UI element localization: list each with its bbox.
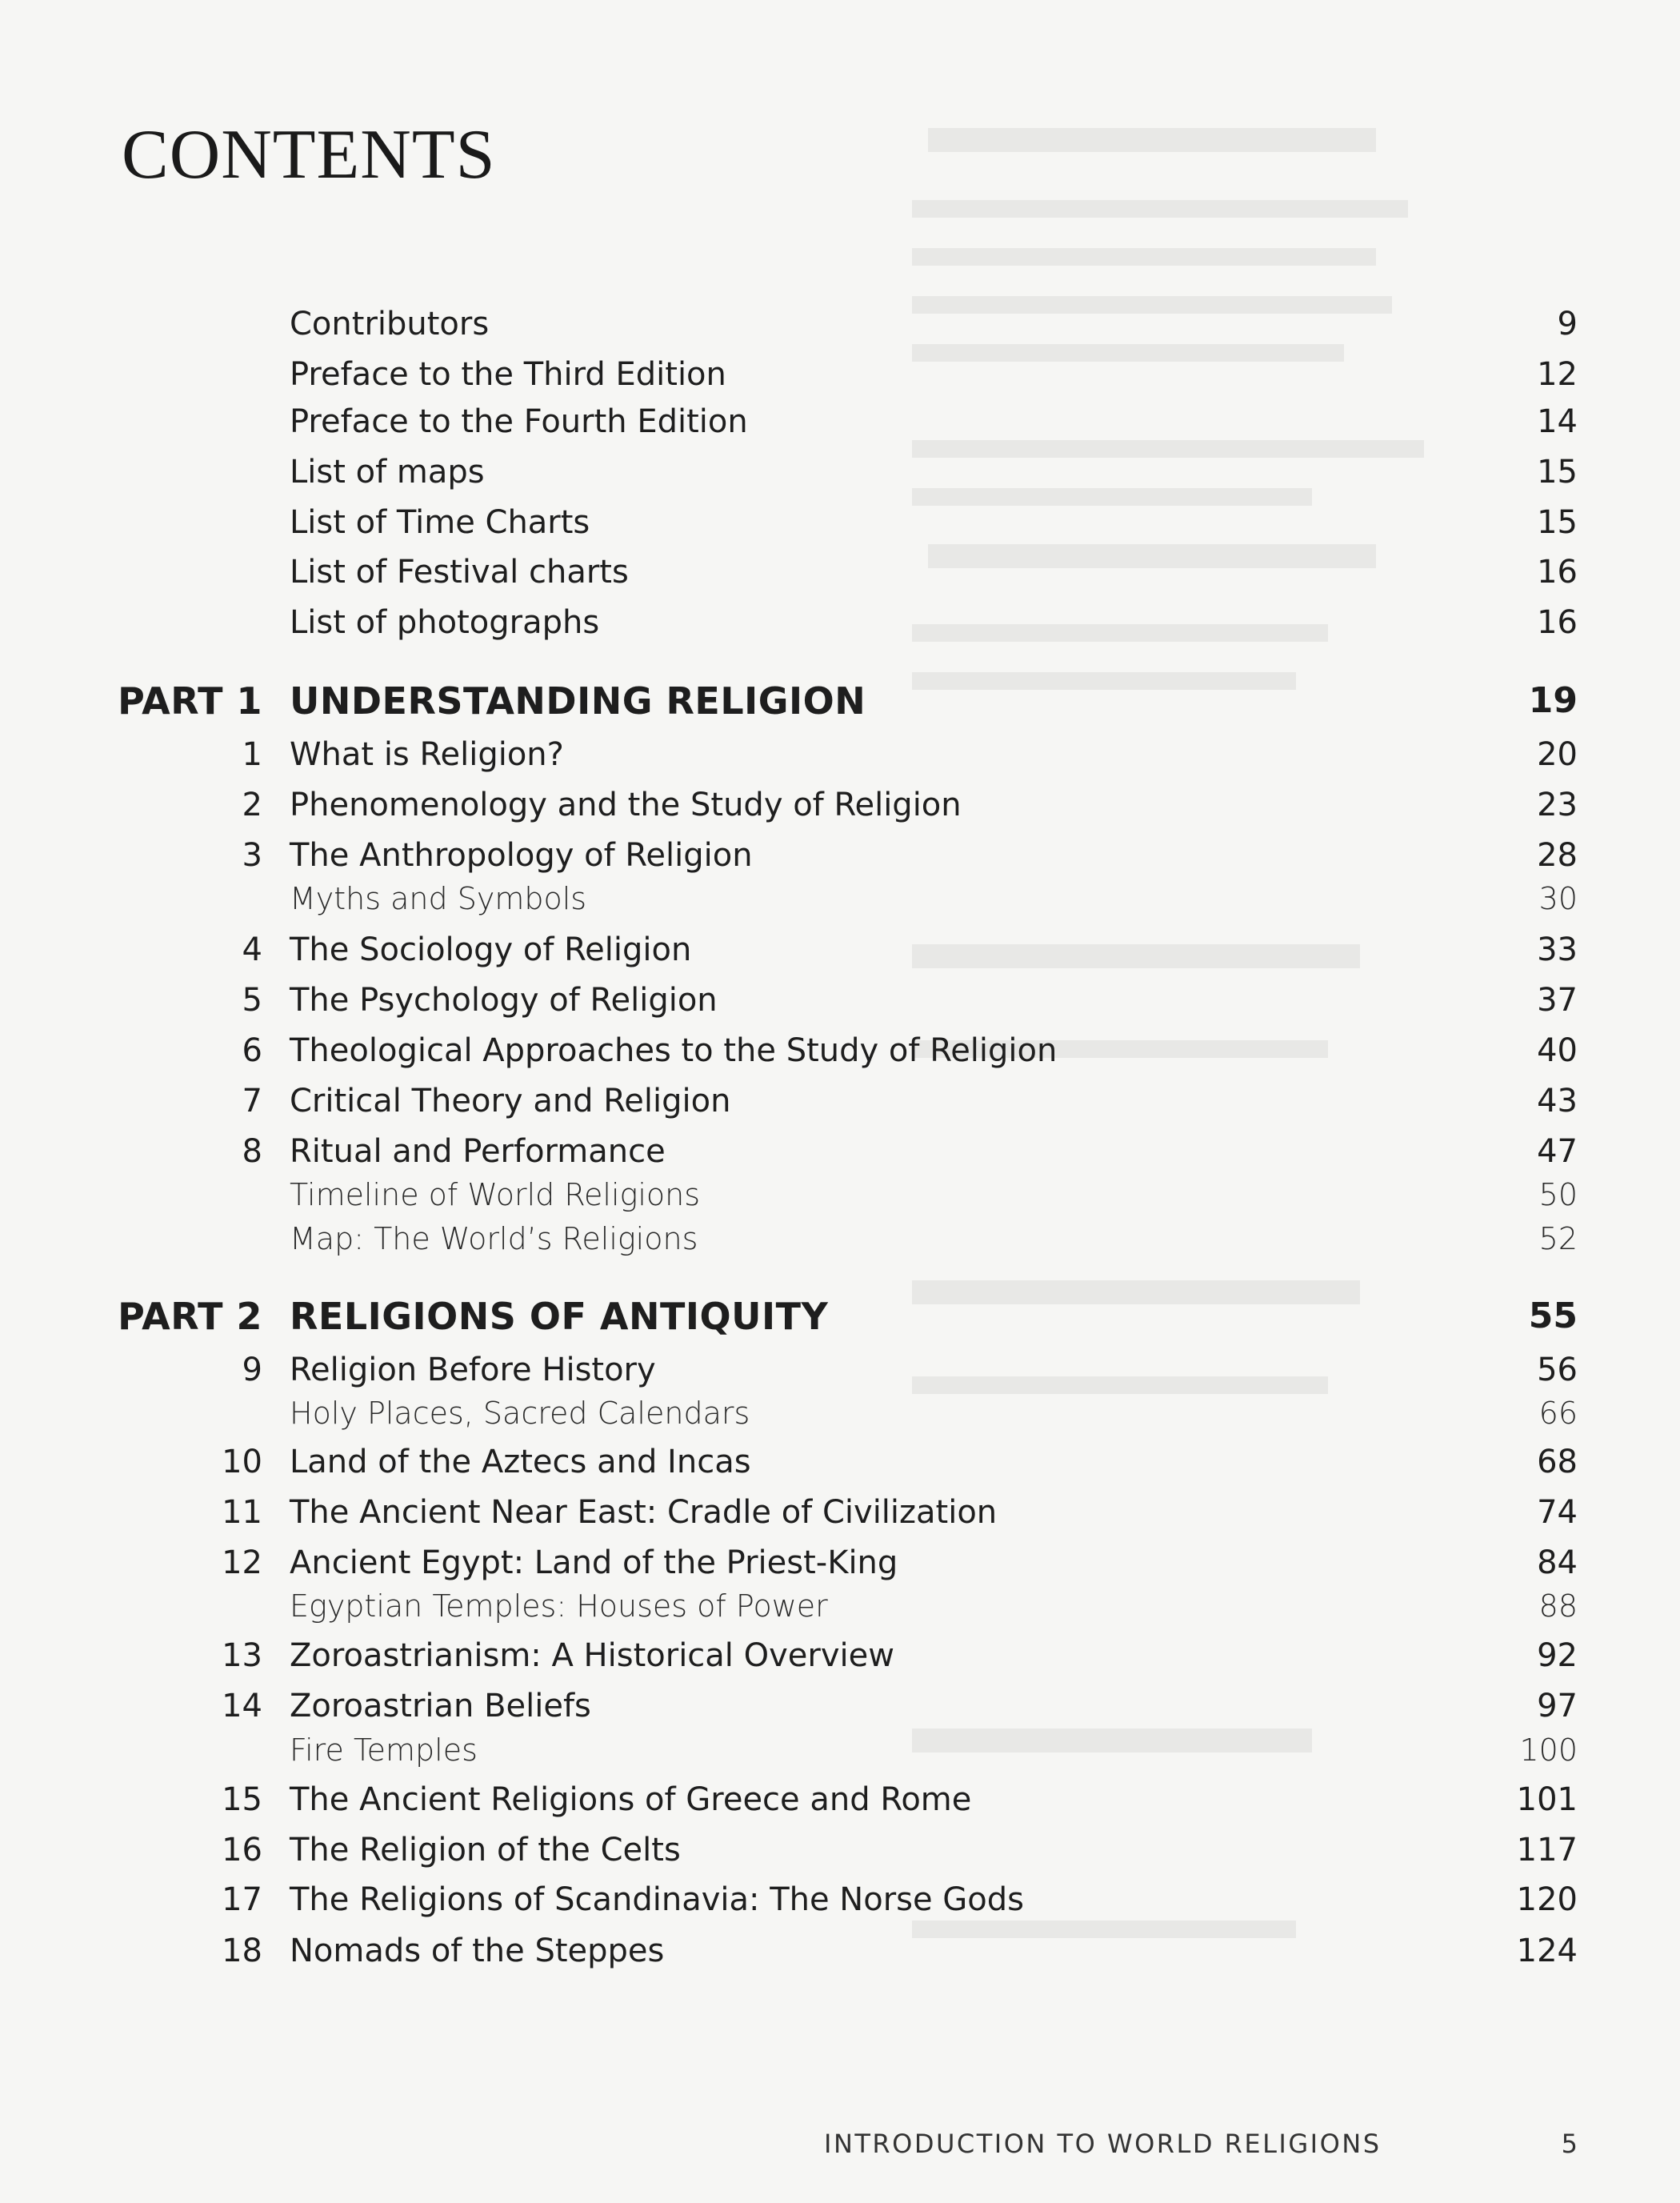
- part-heading-page: 19: [1528, 680, 1578, 721]
- feature-entry-page: 30: [1538, 881, 1578, 916]
- feature-entry-label: Timeline of World Religions: [290, 1177, 701, 1212]
- chapter-entry-number: 12: [222, 1544, 262, 1581]
- feature-entry: [0, 1171, 1680, 1219]
- chapter-entry-label: What is Religion?: [290, 736, 564, 773]
- chapter-entry-number: 11: [222, 1494, 262, 1531]
- feature-entry: [0, 1215, 1680, 1263]
- chapter-entry-label: Theological Approaches to the Study of Religion: [290, 1032, 1058, 1069]
- chapter-entry-page: 33: [1537, 931, 1578, 968]
- chapter-entry: [0, 1927, 1680, 1975]
- front-matter-entry: [0, 499, 1680, 547]
- chapter-entry: [0, 1346, 1680, 1394]
- part-heading-number: PART 1: [118, 679, 262, 723]
- chapter-entry-number: 2: [242, 787, 262, 823]
- chapter-entry-number: 13: [222, 1637, 262, 1674]
- chapter-entry-page: 43: [1537, 1083, 1578, 1120]
- chapter-entry-label: Zoroastrianism: A Historical Overview: [290, 1637, 894, 1674]
- chapter-entry: [0, 1539, 1680, 1587]
- chapter-entry: [0, 1776, 1680, 1824]
- chapter-entry-number: 5: [242, 982, 262, 1019]
- chapter-entry-page: 20: [1537, 736, 1578, 773]
- front-matter-entry-page: 12: [1537, 356, 1578, 393]
- front-matter-entry: [0, 599, 1680, 647]
- feature-entry-label: Myths and Symbols: [290, 881, 587, 916]
- chapter-entry: [0, 1826, 1680, 1874]
- front-matter-entry: [0, 448, 1680, 496]
- chapter-entry: [0, 781, 1680, 829]
- feature-entry-page: 52: [1538, 1221, 1578, 1256]
- chapter-entry-label: The Religion of the Celts: [290, 1832, 681, 1869]
- front-matter-entry: [0, 398, 1680, 446]
- chapter-entry-number: 7: [242, 1083, 262, 1120]
- chapter-entry-number: 15: [222, 1781, 262, 1818]
- front-matter-entry-page: 15: [1537, 504, 1578, 541]
- part-heading-label: UNDERSTANDING RELIGION: [290, 679, 866, 723]
- front-matter-entry: [0, 548, 1680, 596]
- chapter-entry-label: Critical Theory and Religion: [290, 1083, 731, 1120]
- chapter-entry-label: The Ancient Religions of Greece and Rome: [290, 1781, 972, 1818]
- chapter-entry-label: Ritual and Performance: [290, 1133, 666, 1170]
- chapter-entry-page: 120: [1516, 1881, 1578, 1918]
- chapter-entry-page: 28: [1537, 837, 1578, 874]
- footer-page-number: 5: [1561, 2129, 1578, 2159]
- chapter-entry-number: 10: [222, 1444, 262, 1480]
- chapter-entry-page: 101: [1516, 1781, 1578, 1818]
- front-matter-entry: [0, 300, 1680, 348]
- chapter-entry-page: 124: [1516, 1933, 1578, 1969]
- feature-entry-label: Map: The World’s Religions: [290, 1221, 698, 1256]
- feature-entry-page: 100: [1519, 1732, 1578, 1768]
- chapter-entry-page: 56: [1537, 1352, 1578, 1388]
- front-matter-entry-page: 9: [1557, 306, 1578, 342]
- chapter-entry-number: 6: [242, 1032, 262, 1069]
- part-heading: [0, 677, 1680, 725]
- front-matter-entry-label: Preface to the Fourth Edition: [290, 403, 748, 440]
- chapter-entry-page: 37: [1537, 982, 1578, 1019]
- front-matter-entry-label: List of maps: [290, 454, 485, 491]
- chapter-entry: [0, 1632, 1680, 1680]
- feature-entry-page: 88: [1538, 1588, 1578, 1624]
- chapter-entry: [0, 976, 1680, 1024]
- chapter-entry-number: 16: [222, 1832, 262, 1869]
- chapter-entry: [0, 1488, 1680, 1536]
- front-matter-entry-page: 15: [1537, 454, 1578, 491]
- feature-entry-label: Holy Places, Sacred Calendars: [290, 1396, 750, 1431]
- chapter-entry-label: The Religions of Scandinavia: The Norse Gods: [290, 1881, 1025, 1918]
- chapter-entry-page: 47: [1537, 1133, 1578, 1170]
- feature-entry: [0, 875, 1680, 923]
- running-footer-title: INTRODUCTION TO WORLD RELIGIONS: [824, 2129, 1382, 2159]
- chapter-entry-label: The Anthropology of Religion: [290, 837, 753, 874]
- chapter-entry-number: 14: [222, 1688, 262, 1724]
- chapter-entry: [0, 731, 1680, 779]
- chapter-entry-label: The Ancient Near East: Cradle of Civilization: [290, 1494, 998, 1531]
- chapter-entry: [0, 1682, 1680, 1730]
- chapter-entry: [0, 1128, 1680, 1176]
- chapter-entry-number: 8: [242, 1133, 262, 1170]
- feature-entry-page: 66: [1538, 1396, 1578, 1431]
- chapter-entry-label: The Sociology of Religion: [290, 931, 692, 968]
- chapter-entry-number: 4: [242, 931, 262, 968]
- part-heading-number: PART 2: [118, 1295, 262, 1338]
- front-matter-entry: [0, 350, 1680, 399]
- chapter-entry-number: 17: [222, 1881, 262, 1918]
- chapter-entry: [0, 1438, 1680, 1486]
- chapter-entry-number: 9: [242, 1352, 262, 1388]
- chapter-entry: [0, 1876, 1680, 1924]
- feature-entry: [0, 1582, 1680, 1630]
- chapter-entry-number: 18: [222, 1933, 262, 1969]
- feature-entry-label: Egyptian Temples: Houses of Power: [290, 1588, 828, 1624]
- chapter-entry-number: 1: [242, 736, 262, 773]
- chapter-entry: [0, 926, 1680, 974]
- feature-entry: [0, 1389, 1680, 1437]
- chapter-entry-page: 92: [1537, 1637, 1578, 1674]
- front-matter-entry-label: Contributors: [290, 306, 490, 342]
- front-matter-entry-page: 16: [1537, 604, 1578, 641]
- chapter-entry-page: 23: [1537, 787, 1578, 823]
- chapter-entry-label: Religion Before History: [290, 1352, 656, 1388]
- front-matter-entry-label: List of Time Charts: [290, 504, 590, 541]
- part-heading-page: 55: [1528, 1296, 1578, 1336]
- chapter-entry-page: 97: [1537, 1688, 1578, 1724]
- chapter-entry-page: 84: [1537, 1544, 1578, 1581]
- chapter-entry-page: 117: [1516, 1832, 1578, 1869]
- chapter-entry-label: Land of the Aztecs and Incas: [290, 1444, 751, 1480]
- part-heading-label: RELIGIONS OF ANTIQUITY: [290, 1295, 829, 1338]
- chapter-entry-page: 74: [1537, 1494, 1578, 1531]
- chapter-entry-label: Nomads of the Steppes: [290, 1933, 665, 1969]
- front-matter-entry-label: List of photographs: [290, 604, 600, 641]
- feature-entry-page: 50: [1538, 1177, 1578, 1212]
- chapter-entry-label: Zoroastrian Beliefs: [290, 1688, 591, 1724]
- chapter-entry-page: 68: [1537, 1444, 1578, 1480]
- chapter-entry-label: Ancient Egypt: Land of the Priest-King: [290, 1544, 898, 1581]
- chapter-entry-number: 3: [242, 837, 262, 874]
- chapter-entry: [0, 831, 1680, 879]
- chapter-entry-label: Phenomenology and the Study of Religion: [290, 787, 962, 823]
- front-matter-entry-page: 14: [1537, 403, 1578, 440]
- chapter-entry-page: 40: [1537, 1032, 1578, 1069]
- page-title: CONTENTS: [122, 116, 496, 194]
- front-matter-entry-label: List of Festival charts: [290, 554, 629, 591]
- chapter-entry-label: The Psychology of Religion: [290, 982, 718, 1019]
- front-matter-entry-page: 16: [1537, 554, 1578, 591]
- part-heading: [0, 1292, 1680, 1340]
- chapter-entry: [0, 1027, 1680, 1075]
- front-matter-entry-label: Preface to the Third Edition: [290, 356, 726, 393]
- chapter-entry: [0, 1077, 1680, 1125]
- feature-entry: [0, 1726, 1680, 1774]
- feature-entry-label: Fire Temples: [290, 1732, 478, 1768]
